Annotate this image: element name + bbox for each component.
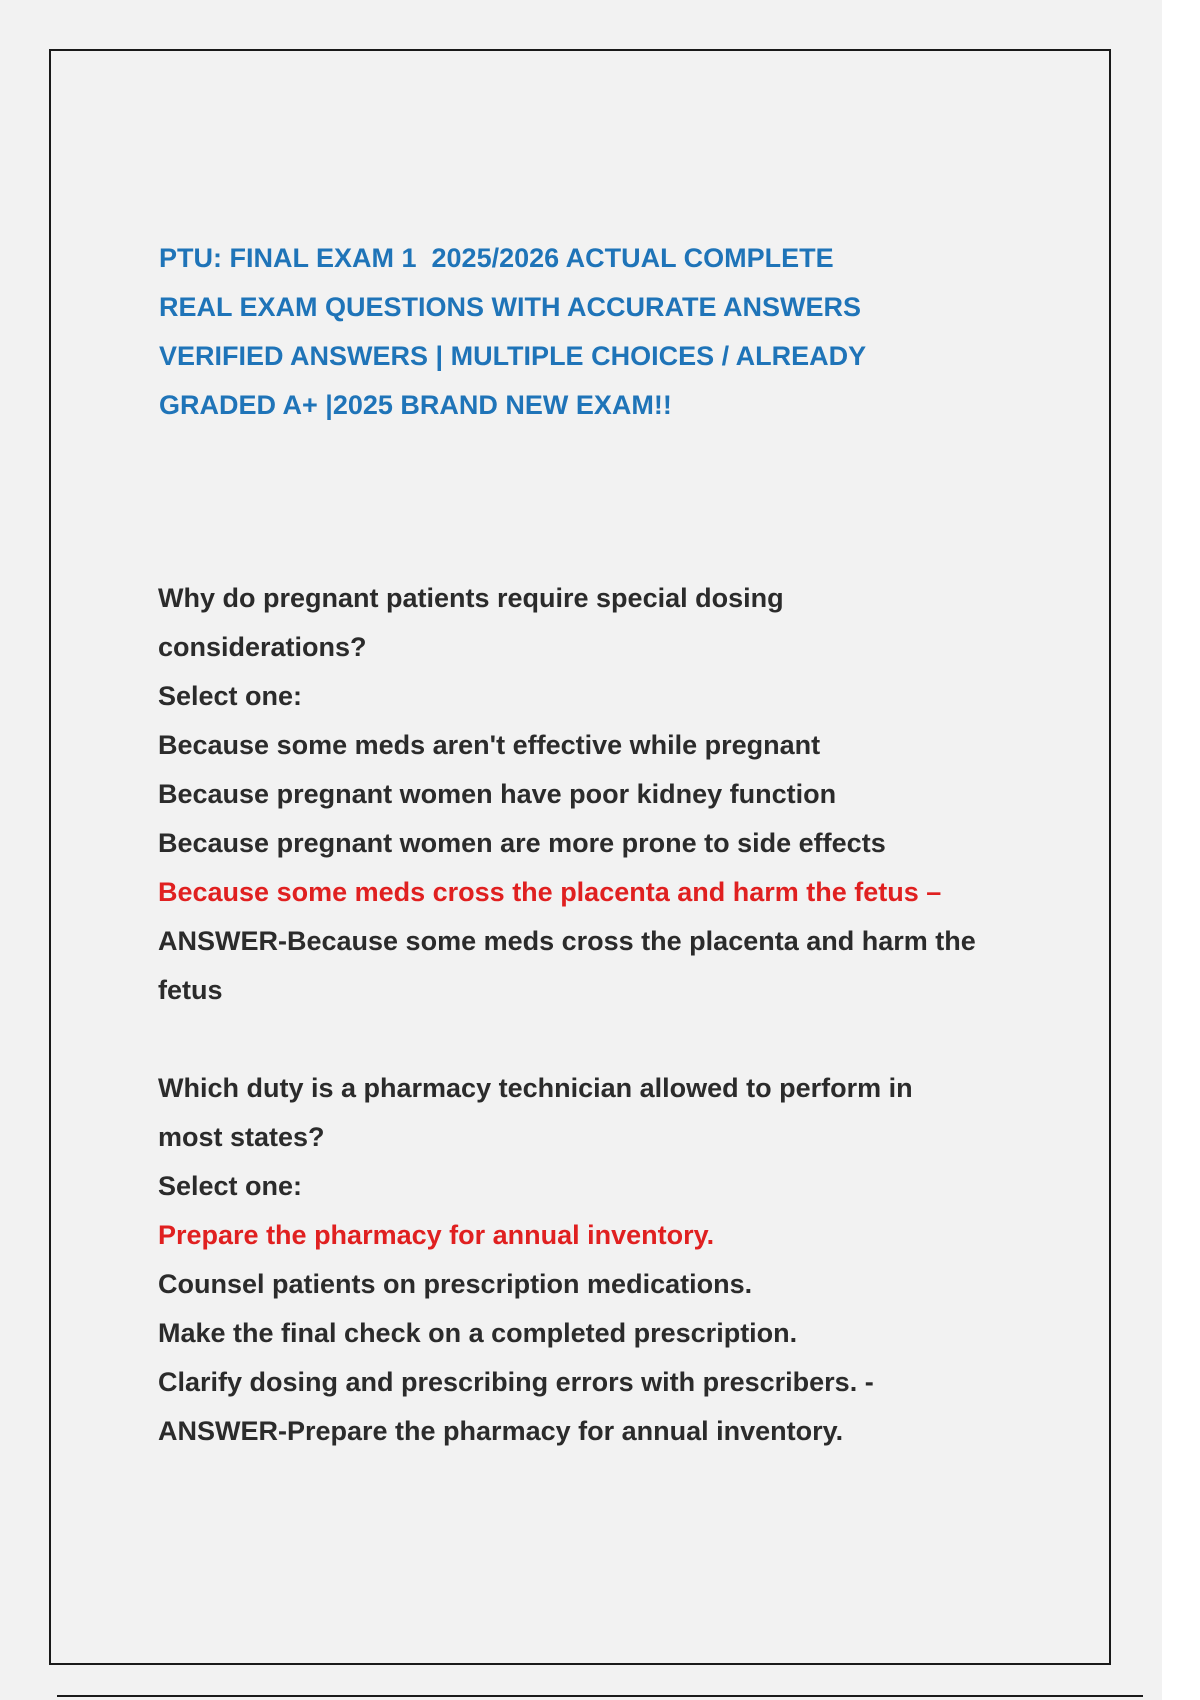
document-title [159,234,959,430]
question-1 [158,574,1058,1015]
correct-answer-option: Because some meds cross the placenta and harm the fetus – [158,877,942,907]
bottom-divider [57,1695,1143,1697]
select-prompt: Select one: [158,1171,303,1201]
title-line: PTU: FINAL EXAM 1 2025/2026 ACTUAL COMPLETE [159,243,834,273]
answer-option: Clarify dosing and prescribing errors with prescribers. - [158,1367,874,1397]
answer-option: Because pregnant women are more prone to side effects [158,828,886,858]
page-right-margin [1162,0,1200,1700]
answer-key: ANSWER-Prepare the pharmacy for annual inventory. [158,1416,844,1446]
title-line: VERIFIED ANSWERS | MULTIPLE CHOICES / ALREADY [159,341,867,371]
answer-option: Counsel patients on prescription medications. [158,1269,753,1299]
select-prompt: Select one: [158,681,303,711]
answer-option: Make the final check on a completed prescription. [158,1318,798,1348]
answer-key: fetus [158,975,223,1005]
answer-option: Because some meds aren't effective while pregnant [158,730,821,760]
question-2 [158,1064,1058,1456]
question-text: considerations? [158,632,367,662]
answer-option: Because pregnant women have poor kidney function [158,779,837,809]
question-text: Which duty is a pharmacy technician allowed to perform in [158,1073,913,1103]
answer-key: ANSWER-Because some meds cross the placenta and harm the [158,926,976,956]
correct-answer-option: Prepare the pharmacy for annual inventory. [158,1220,715,1250]
question-text: most states? [158,1122,325,1152]
title-line: GRADED A+ |2025 BRAND NEW EXAM!! [159,390,672,420]
question-text: Why do pregnant patients require special dosing [158,583,784,613]
title-line: REAL EXAM QUESTIONS WITH ACCURATE ANSWERS [159,292,862,322]
